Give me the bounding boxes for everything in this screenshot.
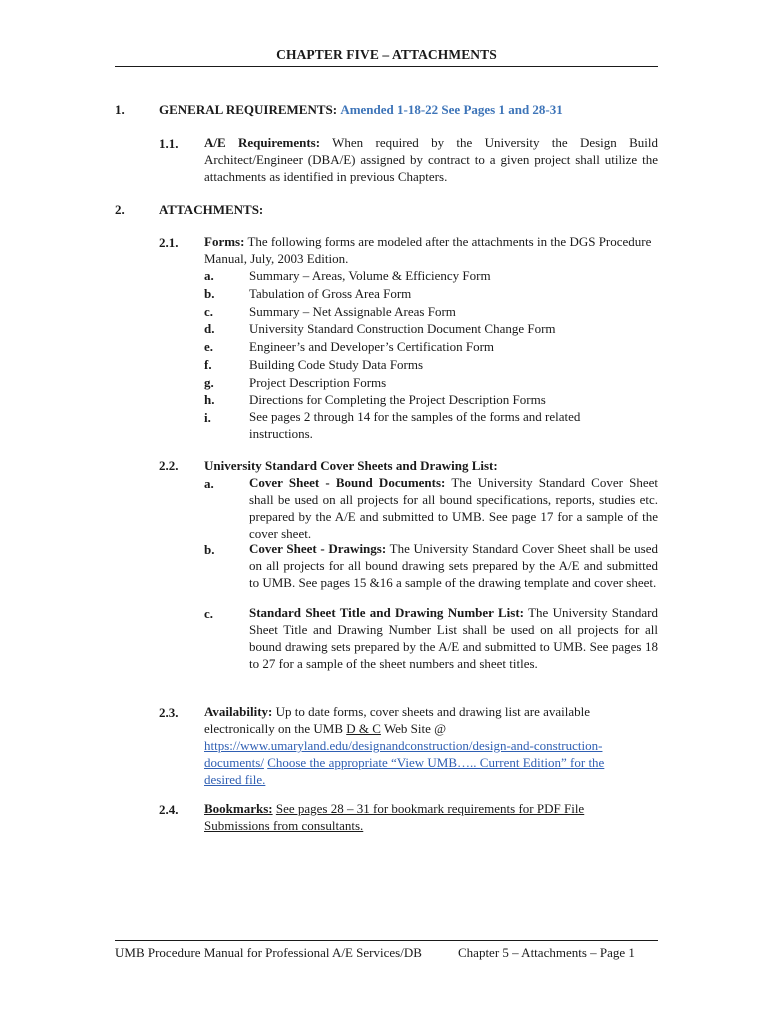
subsection-1-1-paragraph: [204, 134, 658, 185]
cover-sheet-item-letter: c.: [204, 606, 214, 621]
section-2-number: 2.: [115, 202, 125, 217]
subsection-2-4-paragraph: [204, 800, 624, 834]
subsection-2-3-text: Up to date forms, cover sheets and drawing list are available electronically on the UMB: [204, 704, 591, 736]
cover-sheet-item-label: Cover Sheet - Drawings:: [249, 541, 387, 556]
bookmarks-link[interactable]: See pages 28 – 31 for bookmark requirements for PDF File Submissions from consultants.: [204, 801, 585, 833]
subsection-2-4-number: 2.4.: [159, 802, 179, 817]
form-item-letter: h.: [204, 392, 215, 407]
subsection-2-3-text-2: Web Site @: [383, 721, 447, 736]
cover-sheet-item-letter: a.: [204, 476, 214, 491]
cover-sheet-item: [249, 474, 658, 542]
subsection-1-1-number: 1.1.: [159, 136, 179, 151]
subsection-2-1-number: 2.1.: [159, 235, 179, 250]
subsection-2-3-number: 2.3.: [159, 705, 179, 720]
subsection-2-3-label: Availability:: [204, 704, 273, 719]
subsection-1-1-text: When required by the University the Design Build Architect/Engineer (DBA/E) assigned by contract to a given project shall utilize the attachments as identified in previous Chapters.: [204, 135, 658, 184]
cover-sheet-item-text: The University Standard Cover Sheet shall be used on all projects for all bound drawing sets prepared by the A/E and submitted to UMB. See pages 15 &16 a sample of the drawing template and cover sheet.: [249, 541, 658, 590]
section-2-heading: ATTACHMENTS:: [159, 202, 264, 217]
form-item-text: Summary – Net Assignable Areas Form: [249, 304, 456, 319]
subsection-2-1-label: Forms:: [204, 234, 245, 249]
form-item-text: University Standard Construction Document Change Form: [249, 321, 556, 336]
form-item-text: See pages 2 through 14 for the samples of the forms and related instructions.: [249, 409, 581, 441]
form-item-text: Directions for Completing the Project Description Forms: [249, 392, 546, 407]
section-1-number: 1.: [115, 102, 125, 117]
section-1-heading: GENERAL REQUIREMENTS:: [159, 102, 338, 117]
subsection-2-3-paragraph: [204, 703, 634, 788]
cover-sheet-item-label: Standard Sheet Title and Drawing Number List:: [249, 605, 525, 620]
footer-manual-title: UMB Procedure Manual for Professional A/E Services/DB: [115, 945, 422, 960]
footer-page-info: Chapter 5 – Attachments – Page 1: [458, 945, 635, 960]
header-rule: [115, 66, 658, 67]
form-item-text: Summary – Areas, Volume & Efficiency Form: [249, 268, 491, 283]
page-title: CHAPTER FIVE – ATTACHMENTS: [276, 47, 497, 62]
form-item-text: Engineer’s and Developer’s Certification Form: [249, 339, 495, 354]
footer-rule: [115, 940, 658, 941]
subsection-1-1-label: A/E Requirements:: [204, 135, 321, 150]
cover-sheet-item: [249, 540, 658, 591]
form-item-text: Building Code Study Data Forms: [249, 357, 424, 372]
form-item-text: Project Description Forms: [249, 375, 387, 390]
cover-sheet-item-letter: b.: [204, 542, 215, 557]
form-item-letter: e.: [204, 339, 214, 354]
subsection-2-1-paragraph: [204, 233, 658, 267]
amended-note-link[interactable]: Amended 1-18-22 See Pages 1 and 28-31: [340, 102, 563, 117]
dc-link[interactable]: D & C: [346, 721, 381, 736]
cover-sheet-item-text: The University Standard Sheet Title and Drawing Number List shall be used on all projects for all bound drawing sets prepared by the A/E and submitted to UMB. See pages 18 to 27 for a sample of the sheet numbers and sheet titles.: [249, 605, 659, 671]
form-item-letter: d.: [204, 321, 215, 336]
form-item-text: Tabulation of Gross Area Form: [249, 286, 412, 301]
form-item-letter: b.: [204, 286, 215, 301]
subsection-2-4-label: Bookmarks:: [204, 801, 273, 816]
subsection-2-2-number: 2.2.: [159, 458, 179, 473]
form-item-letter: g.: [204, 375, 214, 390]
form-item-letter: i.: [204, 410, 211, 425]
choose-edition-link[interactable]: Choose the appropriate “View UMB….. Current Edition” for the desired file.: [204, 755, 605, 787]
form-item-letter: c.: [204, 304, 214, 319]
documents-url-link[interactable]: https://www.umaryland.edu/designandconstruction/design-and-construction-documents/: [204, 738, 603, 770]
subsection-2-1-text: The following forms are modeled after the attachments in the DGS Procedure Manual, July, 2003 Edition.: [204, 234, 652, 266]
subsection-2-2-heading: University Standard Cover Sheets and Drawing List:: [204, 458, 498, 473]
form-item-letter: f.: [204, 357, 212, 372]
section-1-heading-line: [159, 102, 563, 118]
cover-sheet-item-text: The University Standard Cover Sheet shall be used on all projects for all bound specifications, reports, studies etc. prepared by the A/E and submitted to UMB. See page 17 for a sample of the cover sheet.: [249, 475, 658, 541]
cover-sheet-item-label: Cover Sheet - Bound Documents:: [249, 475, 446, 490]
cover-sheet-item: [249, 604, 658, 672]
form-item-letter: a.: [204, 268, 214, 283]
